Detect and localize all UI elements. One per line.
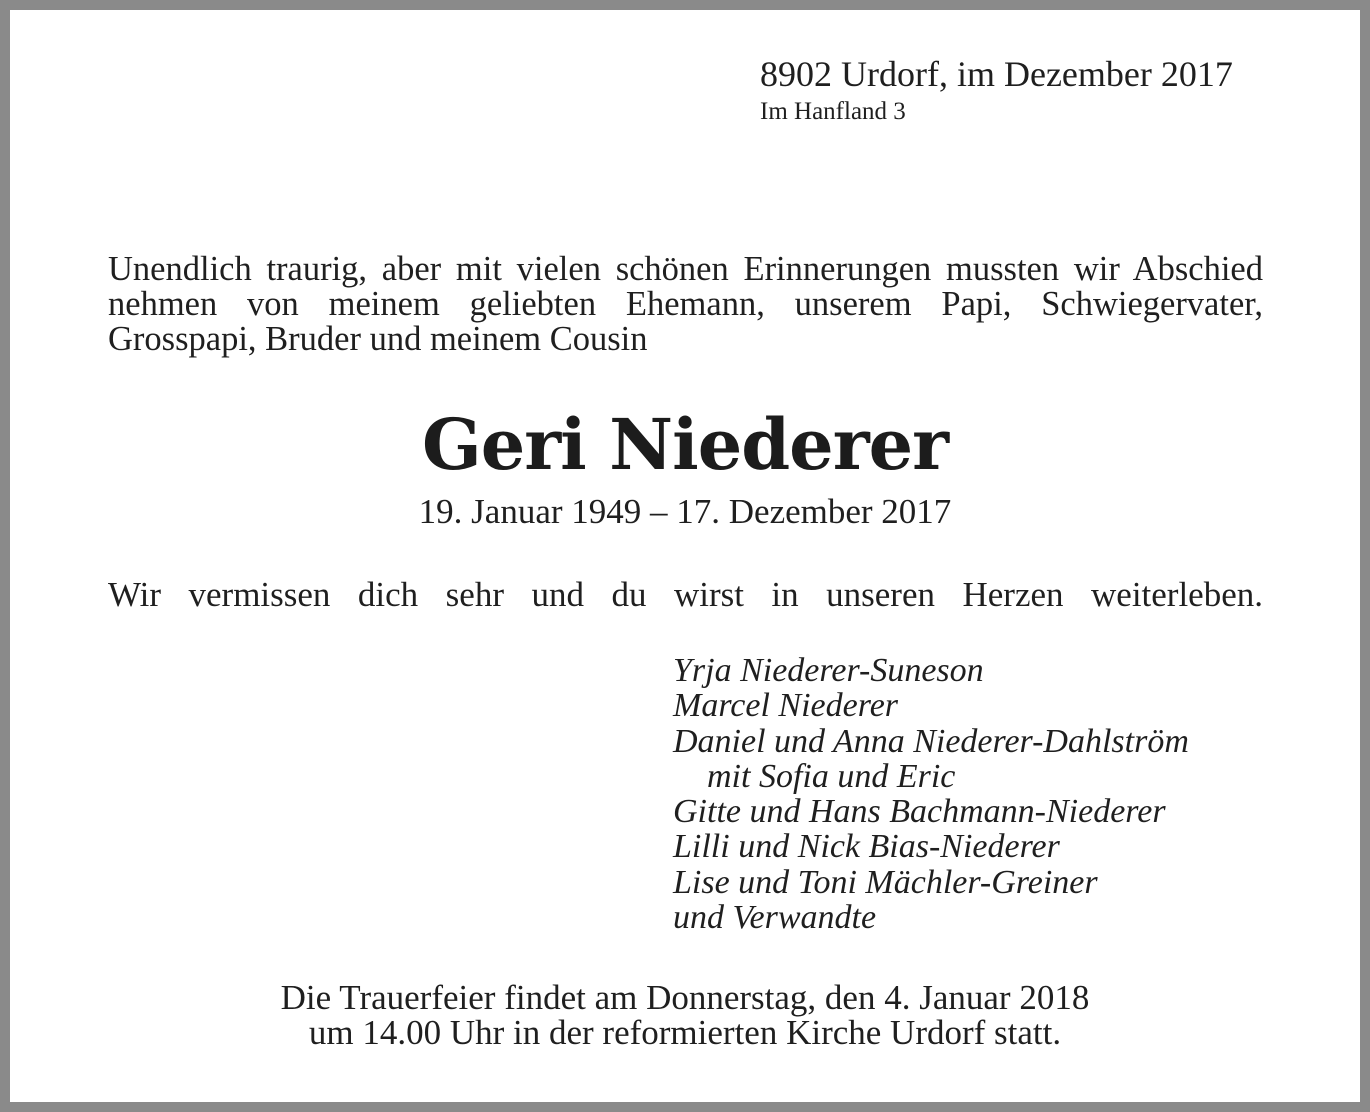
funeral-service-info (10, 980, 1360, 1050)
mourner-line-indented: mit Sofia und Eric (707, 757, 956, 795)
mourner-line: Gitte und Hans Bachmann-Niederer (673, 793, 1166, 831)
intro-line-2: Abschied nehmen von meinem geliebten Ehemann, unserem Papi, (108, 250, 1263, 323)
obituary-notice (10, 10, 1360, 1102)
mourner-line: Daniel und Anna Niederer-Dahlström (673, 722, 1189, 760)
mourner-line: Yrja Niederer-Suneson (673, 652, 984, 689)
intro-line-1: Unendlich traurig, aber mit vielen schönen Erinnerungen mussten wir (108, 250, 1120, 288)
remembrance-text: Wir vermissen dich sehr und du wirst in unseren Herzen weiterleben. (108, 575, 1263, 614)
address: Im Hanfland 3 (760, 98, 906, 125)
deceased-name: Geri Niederer (421, 403, 949, 486)
mourner-line: Marcel Niederer (673, 687, 899, 725)
service-line-2: um 14.00 Uhr in der reformierten Kirche Urdorf statt. (308, 1013, 1062, 1052)
place-and-date: 8902 Urdorf, im Dezember 2017 (760, 54, 1233, 94)
mourner-line: Lise und Toni Mächler-Greiner (673, 863, 1098, 901)
mourners-list (673, 653, 1293, 935)
intro-text (108, 252, 1263, 357)
service-line-1: Die Trauerfeier findet am Donnerstag, den 4. Januar 2018 (280, 978, 1090, 1017)
intro-line-3: Schwiegervater, Grosspapi, Bruder und meinem Cousin (108, 285, 1263, 358)
header-block (760, 54, 1280, 128)
mourner-line: und Verwandte (673, 899, 877, 937)
life-dates: 19. Januar 1949 – 17. Dezember 2017 (418, 492, 952, 531)
mourner-line: Lilli und Nick Bias-Niederer (673, 828, 1060, 866)
